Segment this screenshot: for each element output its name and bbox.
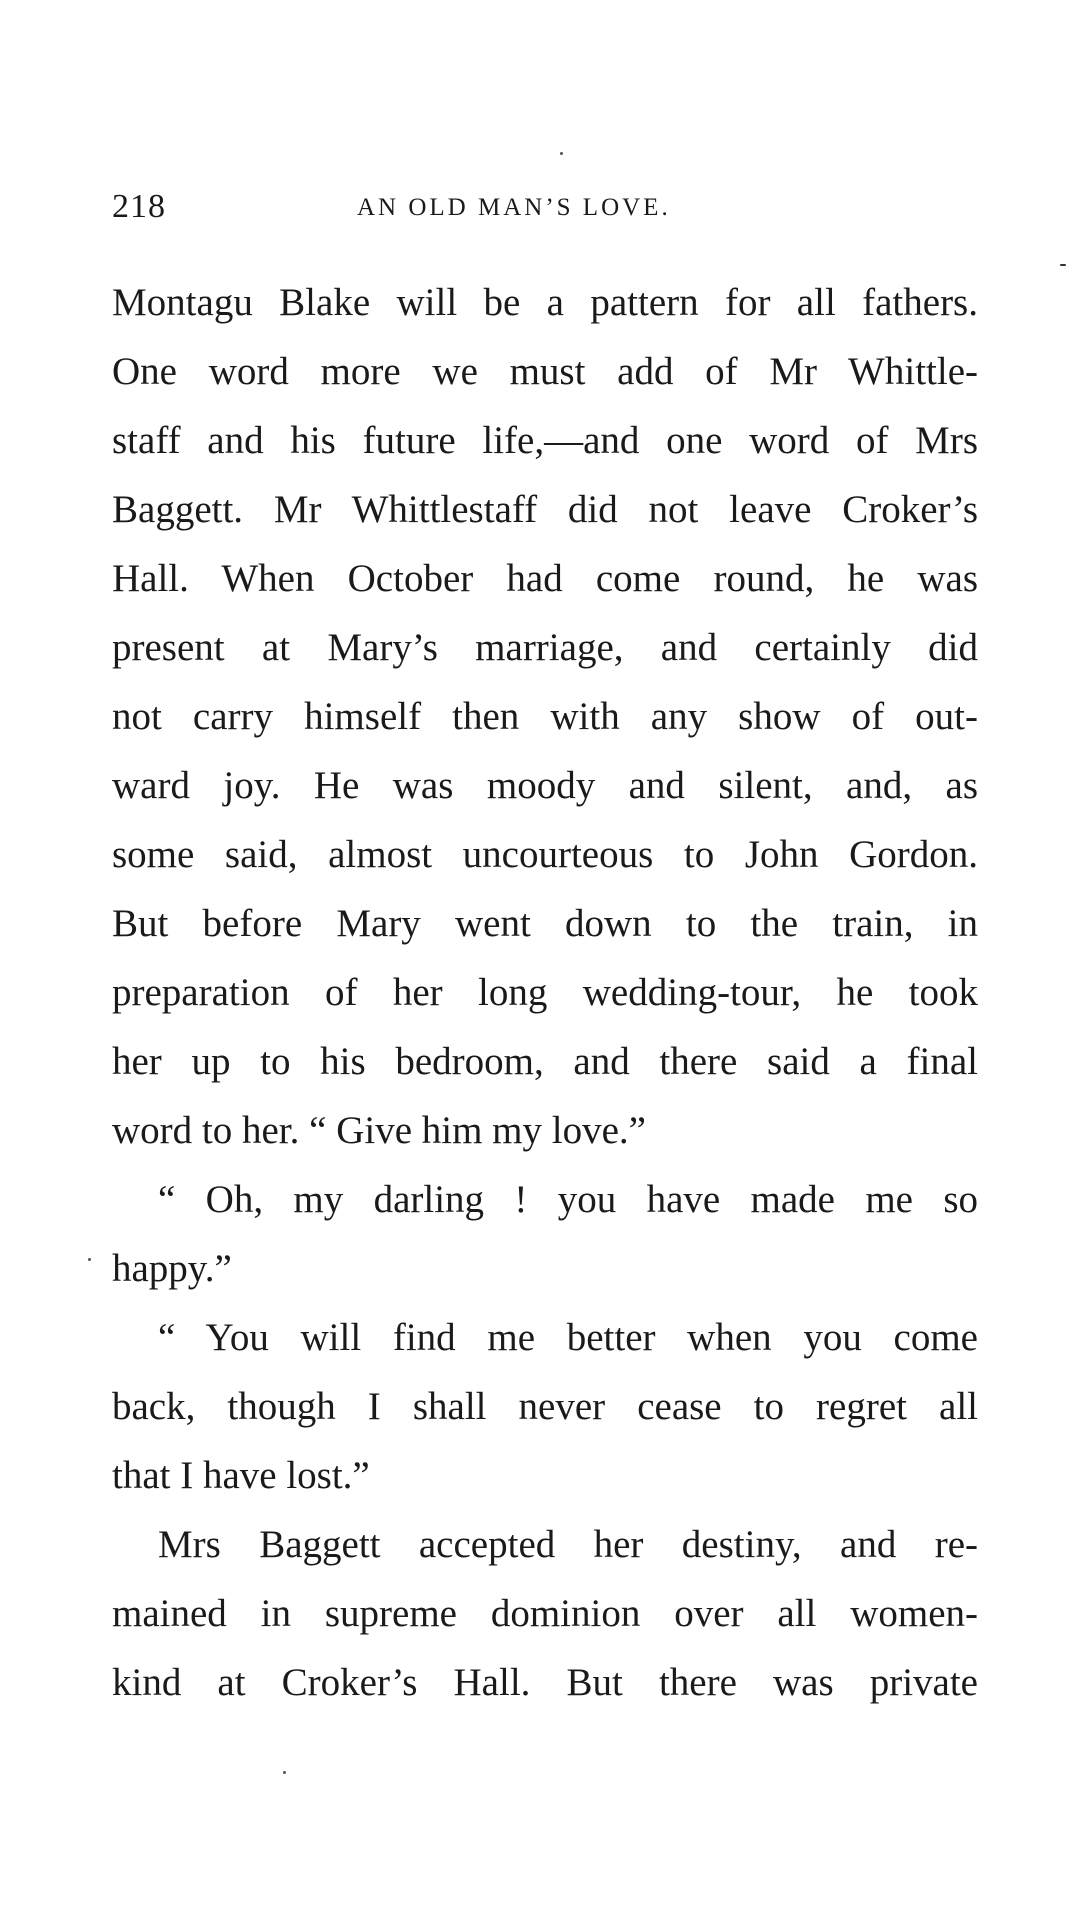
text-line: happy.”	[112, 1247, 232, 1290]
text-line: staff and his future life,—and one word of Mrs	[112, 419, 978, 462]
scan-speck	[88, 1258, 91, 1261]
text-line: “ Oh, my darling ! you have made me so	[158, 1178, 978, 1221]
text-line: not carry himself then with any show of out-	[112, 695, 978, 738]
running-head: AN OLD MAN’S LOVE.	[357, 194, 671, 221]
text-line: Hall. When October had come round, he was	[112, 557, 978, 600]
text-line: Baggett. Mr Whittlestaff did not leave Croker’s	[112, 488, 978, 531]
page-number: 218	[112, 188, 166, 225]
text-line: Mrs Baggett accepted her destiny, and re-	[158, 1523, 978, 1566]
text-line: her up to his bedroom, and there said a final	[112, 1040, 978, 1083]
text-line: One word more we must add of Mr Whittle-	[112, 350, 978, 393]
scan-speck	[1060, 264, 1066, 266]
text-line: back, though I shall never cease to regret all	[112, 1385, 978, 1428]
page-header	[112, 188, 962, 236]
text-line: that I have lost.”	[112, 1454, 370, 1497]
text-line: preparation of her long wedding-tour, he took	[112, 971, 978, 1014]
body-text	[112, 268, 978, 1717]
text-line: word to her. “ Give him my love.”	[112, 1109, 646, 1152]
text-line: present at Mary’s marriage, and certainly did	[112, 626, 978, 669]
text-line: mained in supreme dominion over all women-	[112, 1592, 978, 1635]
text-line: kind at Croker’s Hall. But there was private	[112, 1661, 978, 1704]
scan-speck	[283, 1771, 286, 1774]
text-line: “ You will find me better when you come	[158, 1316, 978, 1359]
scan-speck	[560, 152, 563, 155]
text-line: But before Mary went down to the train, in	[112, 902, 978, 945]
text-line: Montagu Blake will be a pattern for all fathers.	[112, 281, 978, 324]
text-line: some said, almost uncourteous to John Gordon.	[112, 833, 978, 876]
text-line: ward joy. He was moody and silent, and, as	[112, 764, 978, 807]
